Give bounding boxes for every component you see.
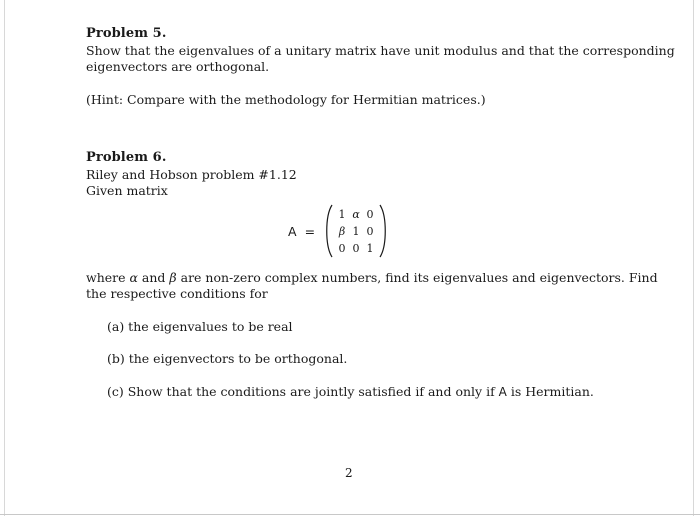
item-c-text-pre: (c) Show that the conditions are jointly satisfied if and only if: [107, 384, 499, 399]
matrix-equation: [288, 204, 389, 258]
matrix-entry-r1c1: 1: [338, 207, 346, 221]
matrix-entry-r3c1: 0: [338, 241, 346, 255]
matrix-entry-r1c3: 0: [366, 207, 374, 221]
problem-6-item-b: (b) the eigenvectors to be orthogonal.: [107, 351, 348, 366]
item-c-text-post: is Hermitian.: [506, 384, 594, 399]
page-number: 2: [345, 466, 353, 480]
matrix-entry-r2c3: 0: [366, 224, 374, 238]
problem-6-item-c: [107, 384, 594, 399]
item-c-matrix-var: A: [498, 385, 507, 399]
matrix-entry-r3c2: 0: [352, 241, 360, 255]
matrix-entries: [335, 206, 377, 257]
left-parenthesis-icon: [323, 204, 334, 258]
problem-5-heading: Problem 5.: [86, 26, 167, 41]
problem-5-statement-line-2: eigenvectors are orthogonal.: [86, 59, 270, 74]
matrix-entry-r2c1: β: [338, 224, 346, 238]
desc-text-where: where: [86, 270, 130, 285]
problem-6-description-line-2: the respective conditions for: [86, 286, 268, 301]
problem-5-hint: (Hint: Compare with the methodology for Hermitian matrices.): [86, 92, 486, 107]
desc-text-rest: are non-zero complex numbers, find its eigenvalues and eigenvectors. Find: [176, 270, 658, 285]
problem-6-item-a: (a) the eigenvalues to be real: [107, 319, 293, 334]
desc-text-and: and: [137, 270, 170, 285]
matrix-entry-r1c2: α: [352, 207, 360, 221]
problem-5-statement-line-1: Show that the eigenvalues of a unitary matrix have unit modulus and that the corresponding: [86, 43, 675, 58]
problem-6-given: Given matrix: [86, 183, 168, 198]
problem-6-source: Riley and Hobson problem #1.12: [86, 167, 297, 182]
page-bottom-edge: [0, 514, 700, 515]
problem-6-description-line-1: [86, 270, 658, 285]
problem-6-heading: Problem 6.: [86, 150, 167, 165]
right-parenthesis-icon: [378, 204, 389, 258]
matrix-name: A: [288, 223, 297, 239]
page-right-edge: [693, 0, 694, 516]
desc-alpha: α: [129, 270, 138, 285]
desc-beta: β: [169, 270, 177, 285]
matrix-equals-sign: =: [304, 223, 316, 239]
matrix-entry-r3c3: 1: [366, 241, 374, 255]
page-left-edge: [4, 0, 5, 516]
matrix-entry-r2c2: 1: [352, 224, 360, 238]
